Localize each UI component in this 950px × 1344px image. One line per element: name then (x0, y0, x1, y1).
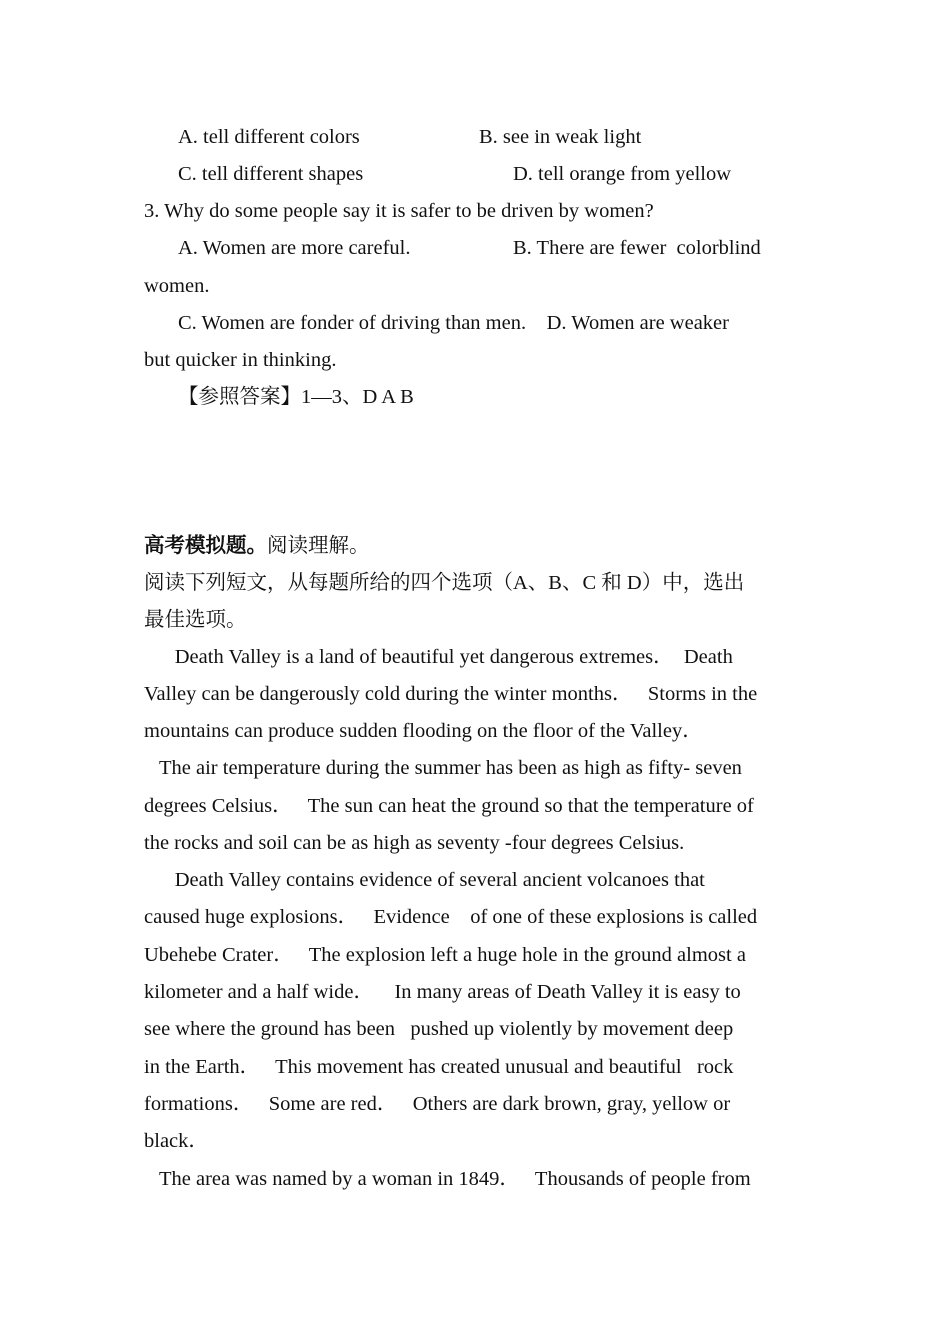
answer-key: 【参照答案】1—3、D A B (178, 386, 414, 408)
passage-line: Valley can be dangerously cold during the winter months． Storms in the (144, 683, 758, 705)
passage-line: formations． Some are red． Others are dark brown, gray, yellow or (144, 1093, 731, 1115)
passage-line: in the Earth． This movement has created unusual and beautiful rock (144, 1056, 734, 1078)
passage-line: black． (144, 1130, 209, 1152)
passage-line: kilometer and a half wide． In many areas of Death Valley it is easy to (144, 981, 741, 1003)
q2-option-d: D. tell orange from yellow (513, 163, 732, 185)
q3-option-b: B. There are fewer colorblind (513, 237, 761, 259)
section-title-rest: 阅读理解。 (267, 535, 370, 557)
instructions-line-2: 最佳选项。 (144, 609, 247, 631)
section-title-bold: 高考模拟题。 (144, 535, 267, 557)
q3-options-c-d: C. Women are fonder of driving than men. D. Women are weaker (178, 312, 729, 334)
passage-line: The area was named by a woman in 1849． Thousands of people from (144, 1168, 751, 1190)
q3-option-a: A. Women are more careful. (178, 237, 411, 259)
passage-line: mountains can produce sudden flooding on the floor of the Valley． (144, 720, 703, 742)
q3-options-c-d-continued: but quicker in thinking. (144, 349, 337, 371)
passage-line: the rocks and soil can be as high as seventy -four degrees Celsius. (144, 832, 685, 854)
q3-stem: 3. Why do some people say it is safer to be driven by women? (144, 200, 654, 222)
passage-line: Death Valley is a land of beautiful yet dangerous extremes． Death (144, 646, 733, 668)
passage-line: degrees Celsius． The sun can heat the ground so that the temperature of (144, 795, 754, 817)
section-title (144, 532, 370, 560)
passage-line: The air temperature during the summer has been as high as fifty- seven (144, 757, 742, 779)
passage-line: caused huge explosions． Evidence of one of these explosions is called (144, 906, 758, 928)
q2-option-b: B. see in weak light (479, 126, 642, 148)
instructions-line-1: 阅读下列短文，从每题所给的四个选项（A、B、C 和 D）中，选出 (144, 572, 745, 594)
passage-line: Death Valley contains evidence of several ancient volcanoes that (144, 869, 705, 891)
q2-option-a: A. tell different colors (178, 126, 360, 148)
passage-line: see where the ground has been pushed up violently by movement deep (144, 1018, 734, 1040)
passage-line: Ubehebe Crater． The explosion left a huge hole in the ground almost a (144, 944, 746, 966)
q3-option-b-continued: women. (144, 275, 210, 297)
q2-option-c: C. tell different shapes (178, 163, 364, 185)
